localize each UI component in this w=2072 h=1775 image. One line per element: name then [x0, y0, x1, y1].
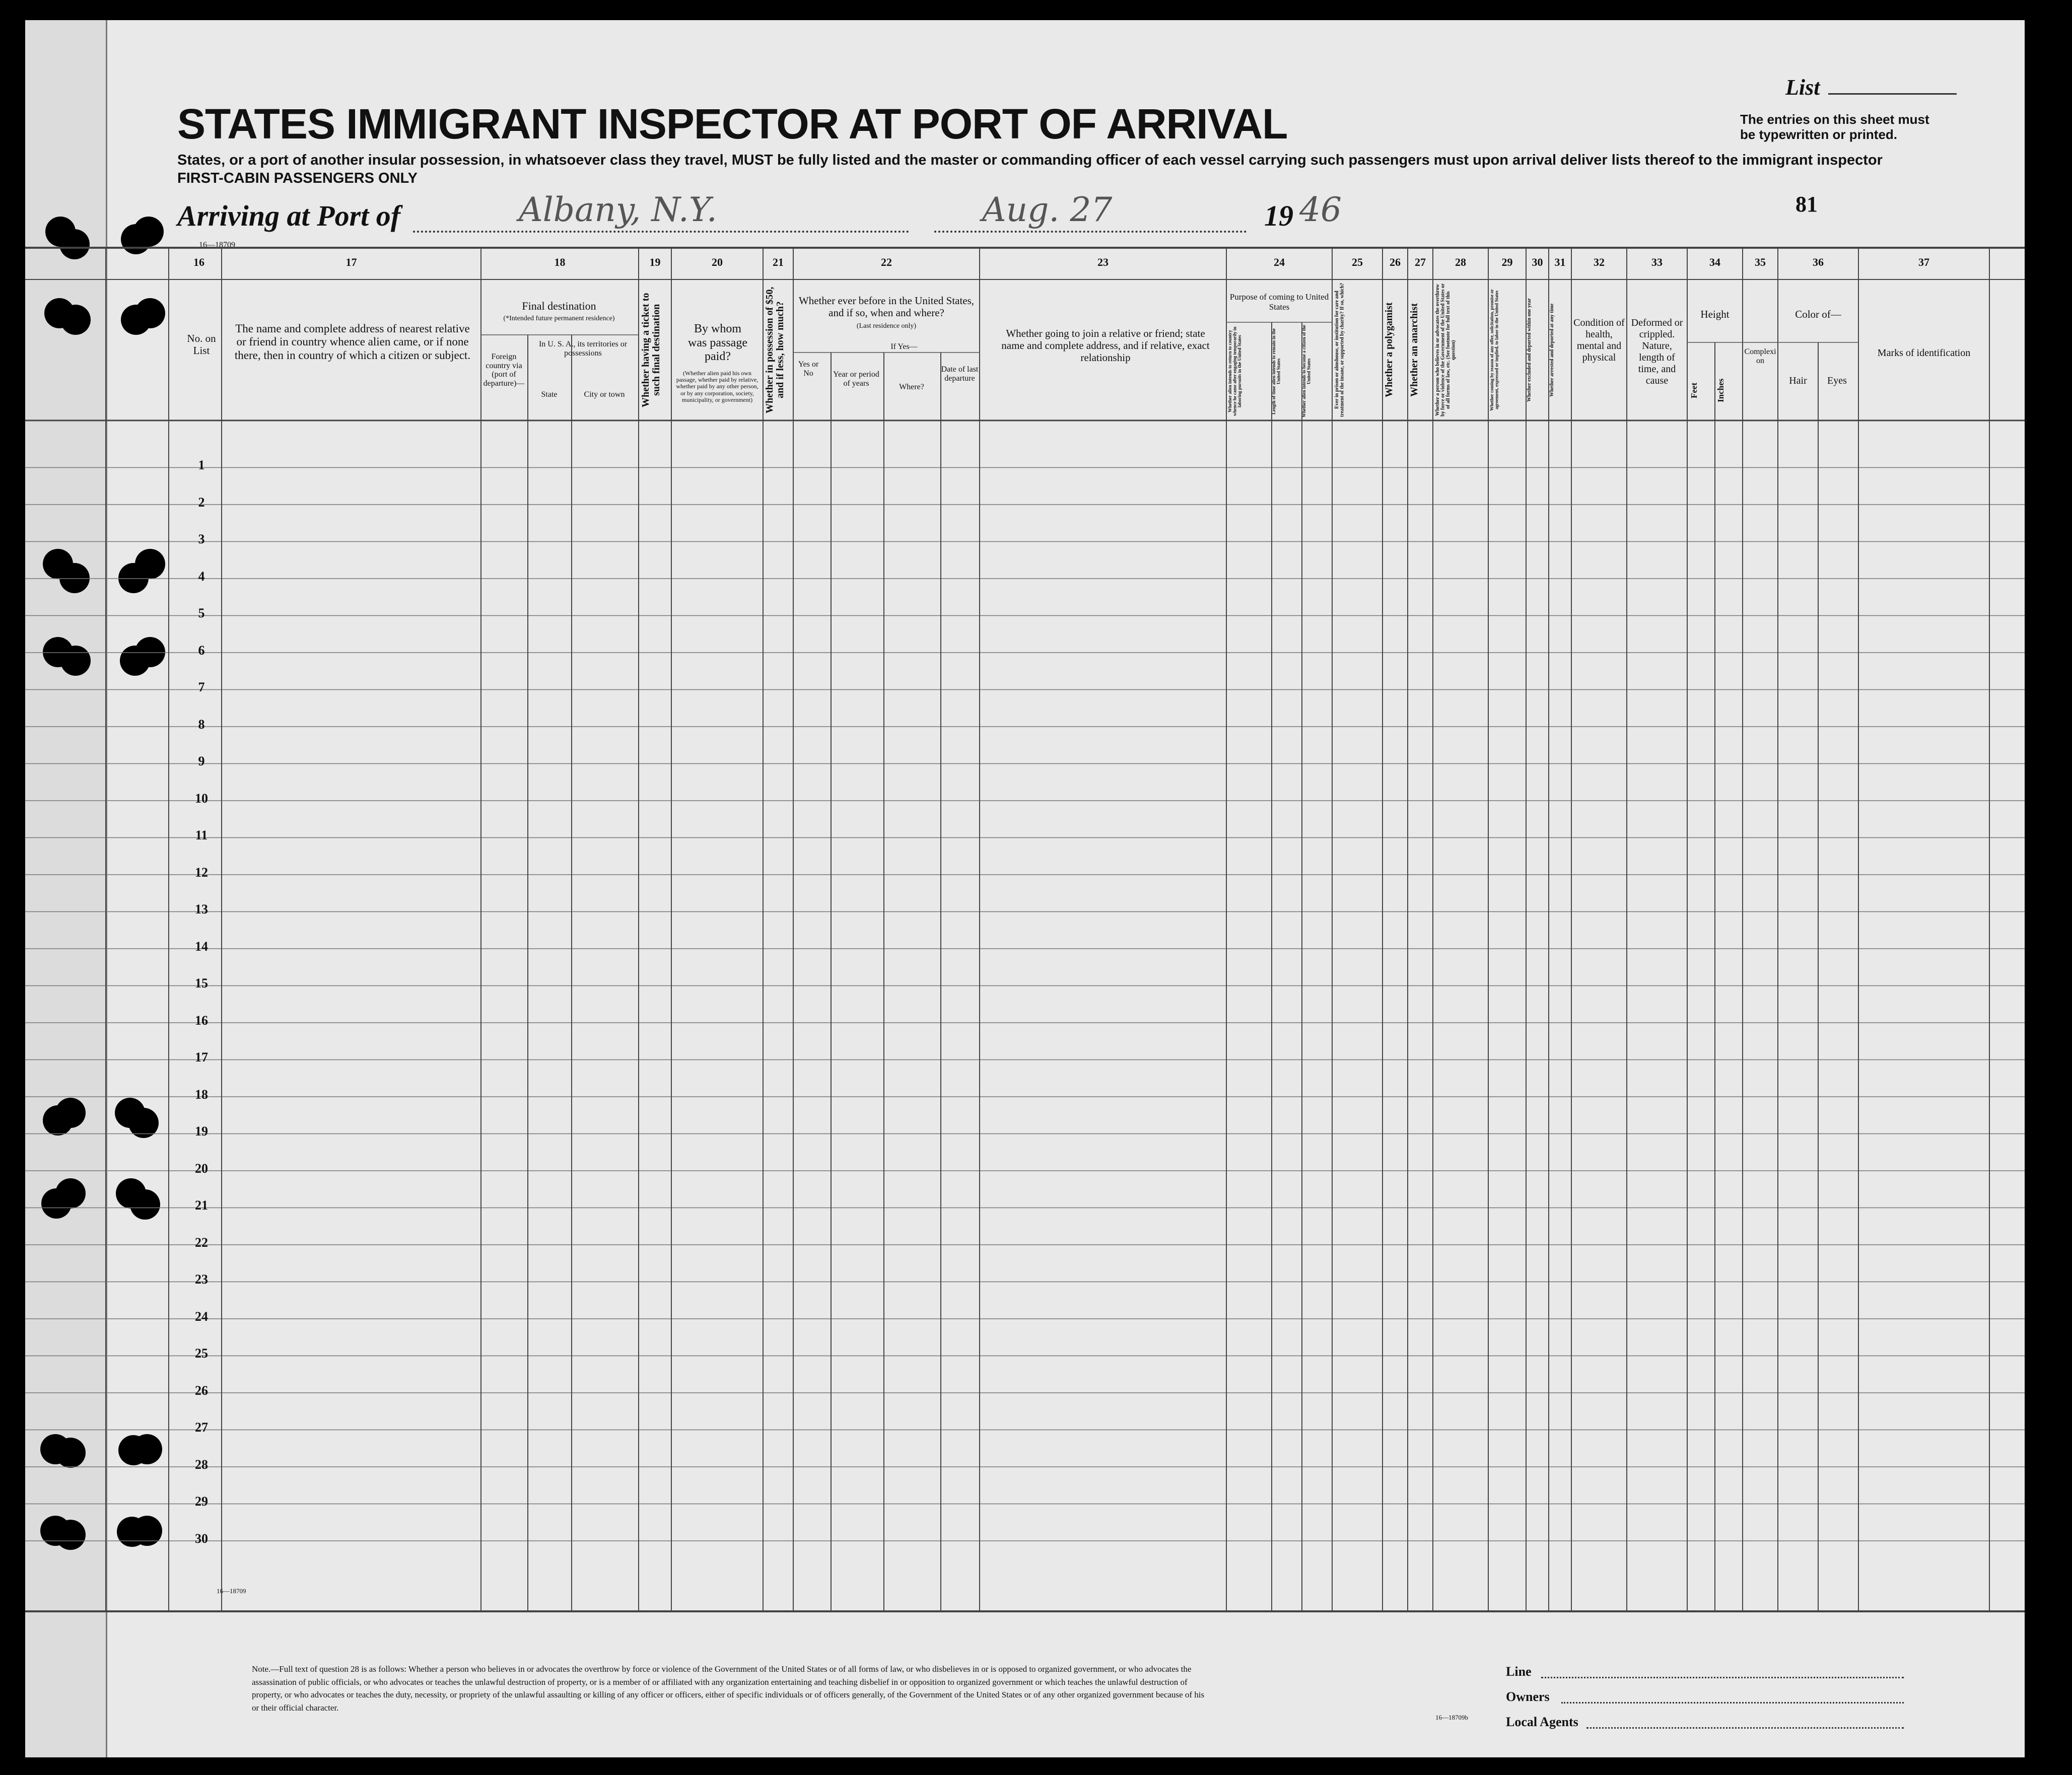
row-number: 4 — [198, 569, 205, 584]
row-number: 15 — [195, 976, 208, 990]
row-number: 3 — [198, 532, 205, 546]
row-number: 27 — [195, 1420, 208, 1435]
colnum-24: 24 — [1274, 256, 1285, 268]
row-number: 26 — [195, 1383, 208, 1398]
colnum-30: 30 — [1532, 256, 1543, 268]
row-number: 25 — [195, 1346, 208, 1361]
header-final-destination-note: (*Intended future permanent residence) — [503, 315, 615, 322]
row-number: 9 — [198, 754, 205, 768]
header-prison: Ever in prison or almshouse, or institution for care and treatment of the insane, or supported by charity? If so, which? — [1334, 282, 1345, 417]
row-number: 14 — [195, 939, 208, 954]
year-prefix: 19 — [1264, 199, 1293, 232]
header-yes-no: Yes or No — [798, 360, 819, 378]
colnum-17: 17 — [346, 256, 357, 268]
row-number: 11 — [195, 828, 208, 842]
typewritten-notice-2: be typewritten or printed. — [1740, 127, 1898, 142]
colnum-36: 36 — [1813, 256, 1824, 268]
row-number: 12 — [195, 865, 208, 880]
row-number: 24 — [195, 1309, 208, 1324]
header-in-usa: In U. S. A., its territories or possessions — [538, 340, 628, 358]
header-state: State — [541, 390, 558, 399]
form-number-bottom: 16—18709 — [217, 1587, 246, 1595]
header-passage-paid: By whom was passage paid? — [688, 322, 747, 364]
row-number: 28 — [195, 1457, 208, 1472]
header-city: City or town — [584, 390, 625, 399]
header-final-destination: Final destination — [522, 300, 596, 312]
sheet-number: 81 — [1795, 192, 1818, 217]
header-years: Year or period of years — [833, 370, 879, 388]
header-nearest-relative: The name and complete address of nearest relative or friend in country whence alien came, or if none there, then in country of which a citizen or subject. — [234, 322, 471, 362]
header-health: Condition of health, mental and physical — [1573, 317, 1625, 363]
row-number: 29 — [195, 1494, 208, 1509]
row-number: 10 — [195, 791, 208, 806]
header-ever-before: Whether ever before in the United States, and if so, when and where? — [798, 295, 975, 319]
arriving-label: Arriving at Port of — [177, 199, 401, 232]
header-if-yes: If Yes— — [890, 342, 918, 351]
form-number: 16—18709 — [199, 241, 235, 249]
header-inches: Inches — [1716, 378, 1725, 402]
row-number: 23 — [195, 1272, 208, 1287]
date-value: Aug. 27 — [982, 190, 1113, 229]
colnum-16: 16 — [193, 256, 204, 268]
local-agents-label: Local Agents — [1506, 1715, 1578, 1729]
row-number: 18 — [195, 1087, 208, 1102]
footnote-question-28: Note.—Full text of question 28 is as follows: Whether a person who believes in or advocates the overthrow by force or violence of the Government of the United States or of all forms of law, or who disbelieves in or is opposed to organized government, or who advocates the assassination of public officials, or who advocates or teaches the unlawful destruction of property, or is a member of or affiliated with any organization entertaining and teaching disbelief in or opposition to organized government or which teaches the unlawful destruction of property, or who advocates or teaches the duty, necessity, or propriety of the unlawful assaulting or killing of any officer or officers, either of specific individuals or of officers generally, of the Government of the United States or of any other organized government because of his or their official character. — [252, 1664, 1205, 1713]
header-where: Where? — [899, 383, 924, 391]
header-color-of: Color of— — [1795, 308, 1841, 320]
colnum-27: 27 — [1415, 256, 1426, 268]
row-number: 6 — [198, 643, 205, 658]
header-excluded: Whether excluded and deported within one year — [1527, 298, 1532, 402]
row-number: 21 — [195, 1198, 208, 1213]
local-agents-field — [1586, 1727, 1904, 1729]
row-number: 17 — [195, 1050, 208, 1064]
row-number: 1 — [198, 458, 205, 472]
header-labor-offer: Whether coming by reason of any offer, solicitation, promise or agreement, expressed or implied, to labor in the United States — [1489, 289, 1499, 411]
line-label: Line — [1506, 1664, 1532, 1679]
header-feet: Feet — [1689, 382, 1699, 398]
header-arrested: Whether arrested and deported at any time — [1549, 303, 1555, 397]
header-height: Height — [1700, 308, 1730, 320]
line-field — [1541, 1677, 1904, 1678]
header-last-departure: Date of last departure — [941, 365, 979, 383]
colnum-22: 22 — [881, 256, 892, 268]
row-number: 30 — [195, 1531, 208, 1546]
row-number: 22 — [195, 1235, 208, 1250]
colnum-35: 35 — [1755, 256, 1766, 268]
header-purpose: Purpose of coming to United States — [1229, 292, 1329, 312]
colnum-32: 32 — [1594, 256, 1605, 268]
row-number: 13 — [195, 902, 208, 916]
form-number-footnote: 16—18709b — [1435, 1714, 1468, 1721]
colnum-31: 31 — [1554, 256, 1566, 268]
header-marks: Marks of identification — [1877, 347, 1971, 359]
row-number: 7 — [198, 680, 205, 694]
header-purpose-citizen: Whether alien intends to become a citizen of the United States — [1301, 325, 1311, 418]
header-money: Whether in possession of $50, and if less, how much? — [764, 287, 786, 413]
header-passage-note: (Whether alien paid his own passage, whether paid by relative, whether paid by any other person, or by any corporation, society, municipality, or government) — [676, 370, 758, 403]
row-number: 16 — [195, 1013, 208, 1028]
row-number: 8 — [198, 717, 205, 732]
header-purpose-length: Length of time alien intends to remain in the United States — [1271, 328, 1281, 414]
colnum-19: 19 — [649, 256, 661, 268]
colnum-33: 33 — [1651, 256, 1663, 268]
colnum-34: 34 — [1709, 256, 1720, 268]
list-label: List — [1785, 75, 1820, 100]
header-complexion: Complexion — [1744, 347, 1776, 366]
colnum-25: 25 — [1352, 256, 1363, 268]
header-purpose-return: Whether alien intends to return to country whence he came after engaging temporarily in laboring pursuits in the United States — [1227, 326, 1242, 416]
row-number: 2 — [198, 494, 205, 510]
typewritten-notice: The entries on this sheet must — [1740, 112, 1929, 127]
owners-label: Owners — [1506, 1689, 1550, 1704]
header-overthrow: Whether a person who believes in or advocates the overthrow by force or violence of the Government of the United States or of all forms of law, etc. (See footnote for full text of this question) — [1435, 283, 1457, 417]
owners-field — [1561, 1702, 1904, 1703]
header-last-residence: (Last residence only) — [856, 322, 917, 330]
colnum-29: 29 — [1501, 256, 1513, 268]
form-title: STATES IMMIGRANT INSPECTOR AT PORT OF ARRIVAL — [177, 100, 1288, 148]
header-no-on-list: No. on List — [187, 332, 216, 357]
row-number: 20 — [195, 1161, 208, 1176]
colnum-20: 20 — [712, 256, 723, 268]
form-class-note: FIRST-CABIN PASSENGERS ONLY — [177, 170, 418, 186]
header-hair: Hair — [1789, 375, 1807, 386]
year-value: 46 — [1299, 190, 1342, 229]
colnum-21: 21 — [773, 256, 784, 268]
colnum-26: 26 — [1390, 256, 1401, 268]
header-deformed: Deformed or crippled. Nature, length of time, and cause — [1631, 317, 1683, 386]
header-ticket: Whether having a ticket to such final destination — [640, 293, 662, 407]
header-eyes: Eyes — [1827, 375, 1847, 386]
row-number: 5 — [198, 606, 205, 620]
colnum-23: 23 — [1097, 256, 1109, 268]
header-join-relative: Whether going to join a relative or friend; state name and complete address, and if relative, exact relationship — [1001, 327, 1210, 364]
form-subtitle: States, or a port of another insular possession, in whatsoever class they travel, MUST be fully listed and the master or commanding officer of each vessel carrying such passengers must upon arrival deliver lists thereof to the immigrant inspector — [177, 152, 1883, 168]
header-foreign-country: Foreign country via (port of departure)— — [483, 352, 525, 388]
colnum-18: 18 — [554, 256, 566, 268]
row-number: 19 — [195, 1124, 208, 1139]
header-polygamist: Whether a polygamist — [1384, 302, 1395, 398]
port-value: Albany, N.Y. — [519, 190, 717, 229]
header-anarchist: Whether an anarchist — [1409, 303, 1420, 397]
colnum-28: 28 — [1455, 256, 1466, 268]
colnum-37: 37 — [1918, 256, 1929, 268]
